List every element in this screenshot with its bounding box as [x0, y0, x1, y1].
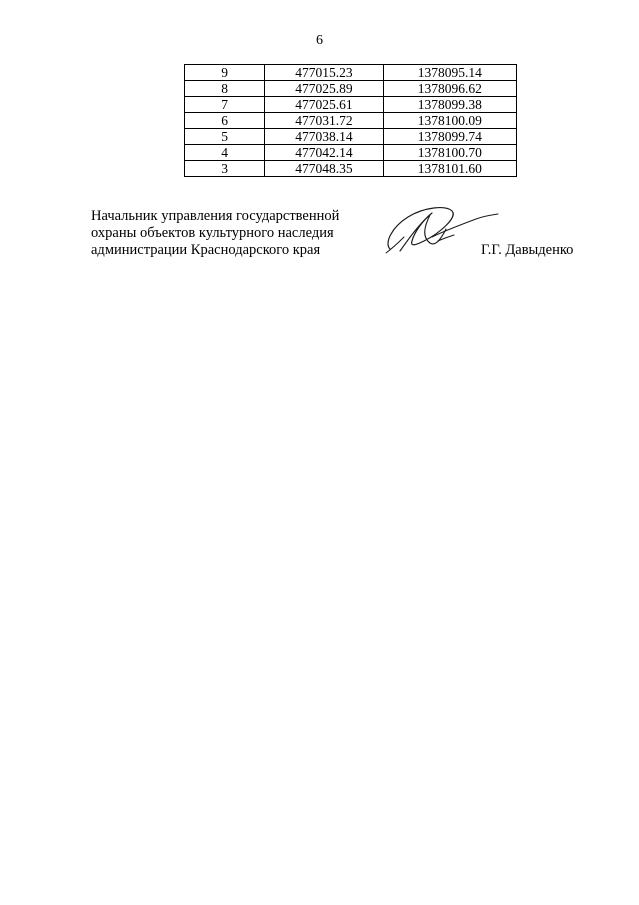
- signer-name: Г.Г. Давыденко: [481, 242, 574, 258]
- table-cell-y: 1378099.74: [383, 129, 516, 145]
- table-row: [185, 65, 517, 81]
- position-line: охраны объектов культурного наследия: [91, 225, 334, 241]
- table-cell-x: 477038.14: [265, 129, 383, 145]
- table-cell-x: 477031.72: [265, 113, 383, 129]
- table-cell-y: 1378099.38: [383, 97, 516, 113]
- table-row: [185, 97, 517, 113]
- signatory-position: [91, 208, 339, 259]
- table-cell-point: 4: [185, 145, 265, 161]
- table-cell-point: 6: [185, 113, 265, 129]
- table-cell-x: 477042.14: [265, 145, 383, 161]
- table-row: [185, 113, 517, 129]
- table-cell-x: 477025.89: [265, 81, 383, 97]
- table-cell-y: 1378101.60: [383, 161, 516, 177]
- table-cell-point: 5: [185, 129, 265, 145]
- position-line: Начальник управления государственной: [91, 208, 340, 224]
- table-cell-x: 477048.35: [265, 161, 383, 177]
- table-row: [185, 145, 517, 161]
- table-row: [185, 81, 517, 97]
- table-cell-point: 8: [185, 81, 265, 97]
- table-cell-y: 1378100.70: [383, 145, 516, 161]
- table-row: [185, 161, 517, 177]
- coordinates-table: [184, 64, 517, 177]
- table-cell-y: 1378095.14: [383, 65, 516, 81]
- table-cell-point: 3: [185, 161, 265, 177]
- table-cell-point: 7: [185, 97, 265, 113]
- position-line: администрации Краснодарского края: [91, 242, 321, 258]
- table-cell-y: 1378100.09: [383, 113, 516, 129]
- table-cell-y: 1378096.62: [383, 81, 516, 97]
- table-cell-point: 9: [185, 65, 265, 81]
- table-cell-x: 477015.23: [265, 65, 383, 81]
- table-row: [185, 129, 517, 145]
- table-cell-x: 477025.61: [265, 97, 383, 113]
- page-number: 6: [316, 33, 323, 48]
